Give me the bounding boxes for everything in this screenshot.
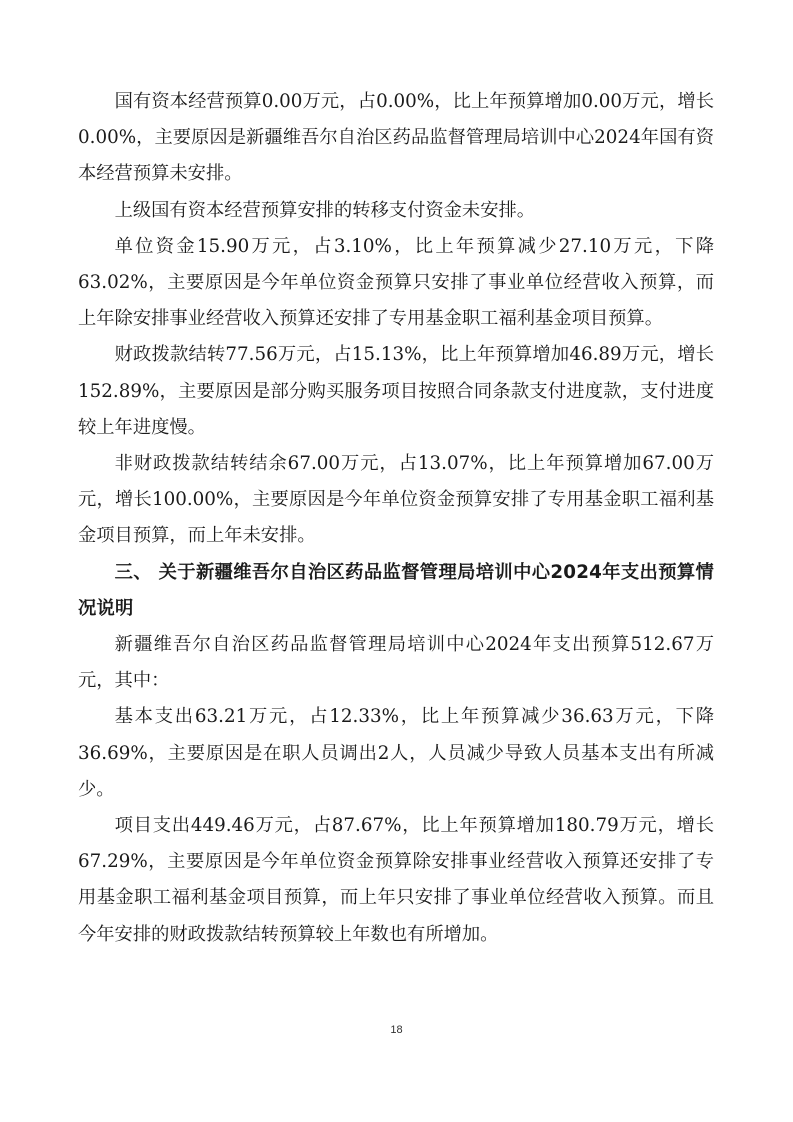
paragraph-transfer-payment: 上级国有资本经营预算安排的转移支付资金未安排。: [114, 199, 536, 221]
page-number: 18: [390, 1024, 403, 1036]
paragraph-non-fiscal-carryover: 非财政拨款结转结余67.00万元，占13.07%，比上年预算增加67.00万元，增长100.00%，主要原因是今年单位资金预算安排了专用基金职工福利基金项目预算，而上年未安排。: [78, 453, 714, 547]
section-heading-expenditure: 三、 关于新疆维吾尔自治区药品监督管理局培训中心2024年支出预算情况说明: [78, 561, 714, 619]
paragraph-project-expenditure: 项目支出449.46万元，占87.67%，比上年预算增加180.79万元，增长67.29%，主要原因是今年单位资金预算除安排事业经营收入预算还安排了专用基金职工福利基金项目预算，而上年只安排了事业单位经营收入预算。而且今年安排的财政拨款结转预算较上年数也有所增加。: [78, 815, 714, 945]
paragraph-state-capital-budget: 国有资本经营预算0.00万元，占0.00%，比上年预算增加0.00万元，增长0.00%，主要原因是新疆维吾尔自治区药品监督管理局培训中心2024年国有资本经营预算未安排。: [78, 91, 714, 185]
document-body: [78, 84, 714, 953]
paragraph-unit-funds: 单位资金15.90万元，占3.10%，比上年预算减少27.10万元，下降63.02%，主要原因是今年单位资金预算只安排了事业单位经营收入预算，而上年除安排事业经营收入预算还安排了专用基金职工福利基金项目预算。: [78, 235, 714, 330]
paragraph-expenditure-total: 新疆维吾尔自治区药品监督管理局培训中心2024年支出预算512.67万元，其中：: [78, 634, 714, 692]
paragraph-basic-expenditure: 基本支出63.21万元，占12.33%，比上年预算减少36.63万元，下降36.69%，主要原因是在职人员调出2人，人员减少导致人员基本支出有所减少。: [78, 706, 714, 800]
paragraph-fiscal-carryover: 财政拨款结转77.56万元，占15.13%，比上年预算增加46.89万元，增长152.89%，主要原因是部分购买服务项目按照合同条款支付进度款，支付进度较上年进度慢。: [78, 344, 714, 438]
